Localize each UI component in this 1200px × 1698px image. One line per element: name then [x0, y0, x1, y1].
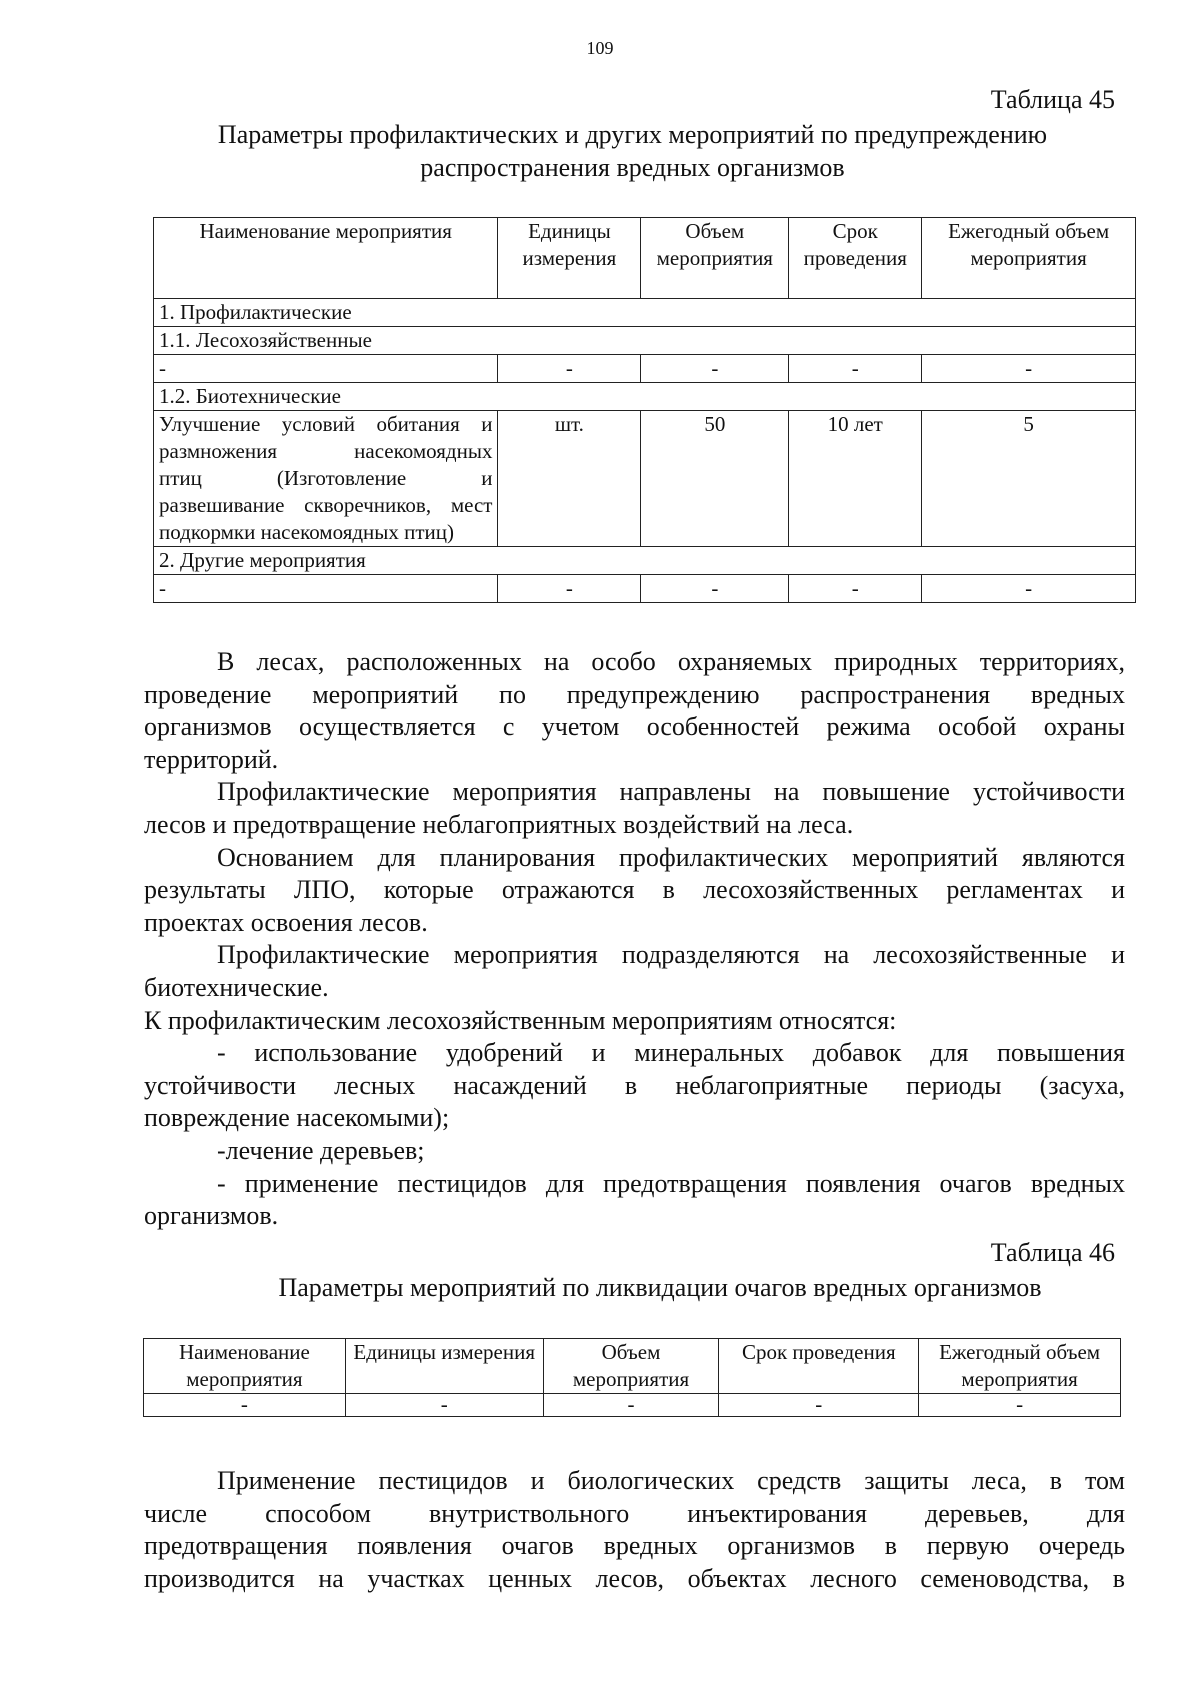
text-line: Применение пестицидов и биологических средств защиты леса, в том — [217, 1466, 1125, 1495]
table-header-row — [144, 1339, 1121, 1394]
table-cell: - — [789, 575, 922, 603]
table-cell: - — [922, 575, 1136, 603]
header-cell: Ежегодный объем мероприятия — [922, 218, 1136, 299]
section-cell: 1. Профилактические — [154, 299, 1136, 327]
text-line: проведение мероприятий по предупреждению распространения вредных — [144, 679, 1125, 709]
section-cell: 2. Другие мероприятия — [154, 547, 1136, 575]
header-cell: Наименование мероприятия — [154, 218, 498, 299]
table-header-row — [154, 218, 1136, 299]
activity-name-cell — [154, 411, 498, 547]
table-row — [154, 575, 1136, 603]
table-cell: - — [154, 575, 498, 603]
table-cell: 10 лет — [789, 411, 922, 547]
table-row — [154, 411, 1136, 547]
header-cell: Объем мероприятия — [641, 218, 789, 299]
table-cell: - — [641, 575, 789, 603]
table-cell: - — [789, 355, 922, 383]
text-line: биотехнические. — [144, 972, 329, 1002]
header-cell: Срок проведения — [719, 1339, 919, 1394]
text-line: территорий. — [144, 744, 279, 774]
section-cell: 1.2. Биотехнические — [154, 383, 1136, 411]
table-45 — [153, 217, 1136, 603]
text-line: числе способом внутриствольного инъектирования деревьев, для — [144, 1498, 1125, 1528]
text-line: устойчивости лесных насаждений в неблагоприятные периоды (засуха, — [144, 1070, 1125, 1100]
text-line: проектах освоения лесов. — [144, 907, 428, 937]
text-line: -лечение деревьев; — [217, 1135, 425, 1165]
cell-line: размножения насекомоядных — [159, 439, 493, 463]
table-cell: шт. — [498, 411, 641, 547]
text-line: Профилактические мероприятия направлены на повышение устойчивости — [217, 777, 1125, 807]
table-row — [154, 355, 1136, 383]
table-cell: - — [543, 1394, 719, 1417]
table-cell: - — [498, 575, 641, 603]
text-line: организмов осуществляется с учетом особенностей режима особой охраны — [144, 712, 1125, 742]
page-number: 109 — [586, 38, 614, 58]
table-cell: - — [498, 355, 641, 383]
table-46-caption: Параметры мероприятий по ликвидации очагов вредных организмов — [278, 1273, 1042, 1302]
table-46 — [143, 1338, 1121, 1417]
table-cell: - — [345, 1394, 543, 1417]
table-45-caption-line: Параметры профилактических и других мероприятий по предупреждению — [217, 120, 1048, 149]
cell-line: птиц (Изготовление и — [159, 466, 493, 490]
text-line: результаты ЛПО, которые отражаются в лесохозяйственных регламентах и — [144, 875, 1125, 905]
text-line: В лесах, расположенных на особо охраняемых природных территориях, — [217, 647, 1125, 676]
table-cell: - — [641, 355, 789, 383]
body-text-1 — [144, 646, 1125, 1233]
text-line: повреждение насекомыми); — [144, 1103, 450, 1133]
cell-line: Улучшение условий обитания и — [159, 412, 493, 436]
text-line: Основанием для планирования профилактических мероприятий являются — [217, 842, 1125, 872]
text-line: К профилактическим лесохозяйственным мероприятиям относятся: — [144, 1005, 897, 1035]
header-cell: Объем мероприятия — [543, 1339, 719, 1394]
section-row — [154, 383, 1136, 411]
table-cell: - — [919, 1394, 1121, 1417]
table-46-label: Таблица 46 — [990, 1238, 1115, 1267]
text-line: организмов. — [144, 1201, 279, 1231]
table-cell: - — [144, 1394, 346, 1417]
table-cell: - — [719, 1394, 919, 1417]
header-cell: Единицы измерения — [345, 1339, 543, 1394]
table-45-label: Таблица 45 — [990, 85, 1115, 114]
text-line: лесов и предотвращение неблагоприятных воздействий на леса. — [144, 809, 854, 839]
header-cell: Единицы измерения — [498, 218, 641, 299]
section-cell: 1.1. Лесохозяйственные — [154, 327, 1136, 355]
text-line: Профилактические мероприятия подразделяются на лесохозяйственные и — [217, 940, 1125, 970]
text-line: - использование удобрений и минеральных добавок для повышения — [217, 1038, 1125, 1068]
text-line: - применение пестицидов для предотвращения появления очагов вредных — [217, 1168, 1125, 1198]
header-cell: Ежегодный объем мероприятия — [919, 1339, 1121, 1394]
table-45-caption-line: распространения вредных организмов — [420, 153, 845, 182]
body-text-2 — [144, 1465, 1125, 1595]
section-row — [154, 547, 1136, 575]
cell-line: подкормки насекомоядных птиц) — [159, 520, 455, 544]
table-45-caption — [140, 118, 1125, 184]
text-line: производится на участках ценных лесов, объектах лесного семеноводства, в — [144, 1563, 1125, 1593]
header-cell: Наименование мероприятия — [144, 1339, 346, 1394]
section-row — [154, 327, 1136, 355]
section-row — [154, 299, 1136, 327]
text-line: предотвращения появления очагов вредных организмов в первую очередь — [144, 1531, 1125, 1561]
header-cell: Срок проведения — [789, 218, 922, 299]
table-cell: - — [154, 355, 498, 383]
table-row — [144, 1394, 1121, 1417]
cell-line: развешивание скворечников, мест — [159, 493, 493, 517]
table-cell: 50 — [641, 411, 789, 547]
table-cell: 5 — [922, 411, 1136, 547]
table-cell: - — [922, 355, 1136, 383]
